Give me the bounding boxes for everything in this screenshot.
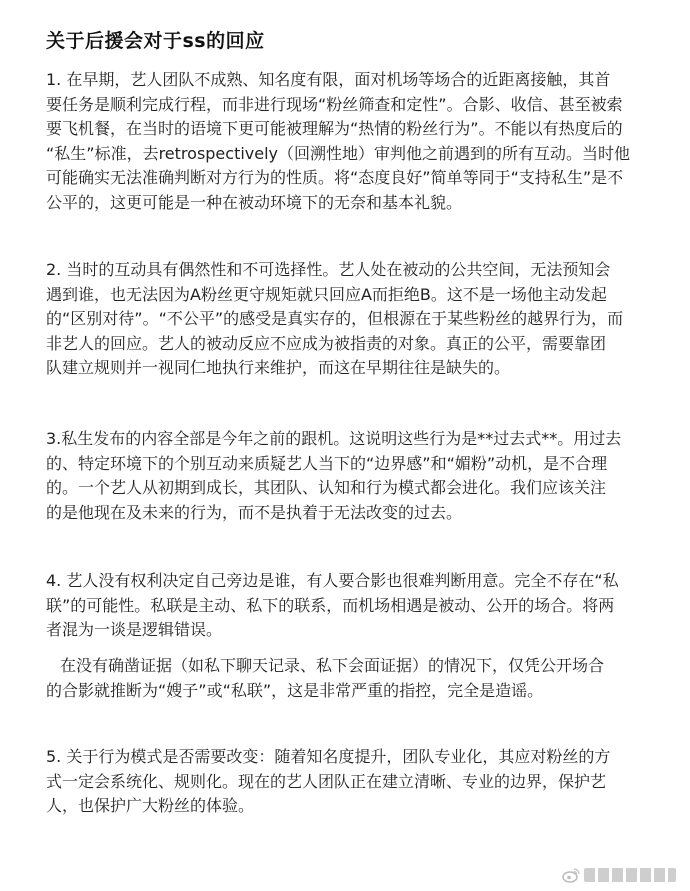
paragraph-4-continued [46, 654, 672, 703]
paragraph-5 [46, 745, 658, 819]
paragraph-2 [46, 258, 658, 381]
weibo-logo-icon [562, 867, 580, 883]
text-line: “私生”标准，去retrospectively（回溯性地）审判他之前遇到的所有互动。当时他 [46, 143, 631, 163]
text-line: 4. 艺人没有权利决定自己旁边是谁，有人要合影也很难判断用意。完全不存在“私 [46, 571, 619, 590]
watermark [562, 867, 676, 883]
document-title: 关于后援会对于ss的回应 [46, 30, 265, 52]
paragraph-3 [46, 427, 658, 525]
text-line: 在没有确凿证据（如私下聊天记录、私下会面证据）的情况下，仅凭公开场合 [60, 656, 605, 675]
text-line: 式一定会系统化、规则化。现在的艺人团队正在建立清晰、专业的边界，保护艺 [46, 771, 607, 791]
text-line: 的是他现在及未来的行为，而不是执着于无法改变的过去。 [46, 502, 463, 522]
text-line: 要任务是顺利完成行程，而非进行现场“粉丝筛查和定性”。合影、收信、甚至被索 [46, 94, 623, 114]
text-line: 非艺人的回应。艺人的被动反应不应成为被指责的对象。真正的公平，需要靠团 [46, 333, 607, 353]
paragraph-1 [46, 68, 658, 215]
watermark-text [584, 868, 676, 882]
text-line: 可能确实无法准确判断对方行为的性质。将“态度良好”简单等同于“支持私生”是不 [46, 168, 624, 187]
text-line: 要飞机餐，在当时的语境下更可能被理解为“热情的粉丝行为”。不能以有热度后的 [46, 119, 623, 138]
text-line: 5. 关于行为模式是否需要改变：随着知名度提升，团队专业化，其应对粉丝的方 [46, 747, 611, 766]
text-line: 的“区别对待”。“不公平”的感受是真实存的，但根源在于某些粉丝的越界行为，而 [46, 309, 624, 328]
text-line: 3.私生发布的内容全部是今年之前的跟机。这说明这些行为是**过去式**。用过去 [46, 429, 622, 448]
text-line: 队建立规则并一视同仁地执行来维护，而这在早期往往是缺失的。 [46, 358, 511, 377]
text-line: 的、特定环境下的个别互动来质疑艺人当下的“边界感”和“媚粉”动机，是不合理 [46, 453, 608, 473]
text-line: 2. 当时的互动具有偶然性和不可选择性。艺人处在被动的公共空间，无法预知会 [46, 260, 611, 279]
text-line: 1. 在早期，艺人团队不成熟、知名度有限，面对机场等场合的近距离接触，其首 [46, 70, 611, 89]
text-line: 公平的，这更可能是一种在被动环境下的无奈和基本礼貌。 [46, 192, 463, 212]
text-line: 遇到谁，也无法因为A粉丝更守规矩就只回应A而拒绝B。这不是一场他主动发起 [46, 284, 607, 304]
text-line: 的。一个艺人从初期到成长，其团队、认知和行为模式都会进化。我们应该关注 [46, 478, 607, 497]
text-line: 联”的可能性。私联是主动、私下的联系，而机场相遇是被动、公开的场合。将两 [46, 595, 615, 615]
text-line: 者混为一谈是逻辑错误。 [46, 620, 223, 639]
paragraph-4 [46, 569, 658, 643]
text-line: 人，也保护广大粉丝的体验。 [46, 796, 255, 815]
text-line: 的合影就推断为“嫂子”或“私联”，这是非常严重的指控，完全是造谣。 [46, 680, 544, 700]
